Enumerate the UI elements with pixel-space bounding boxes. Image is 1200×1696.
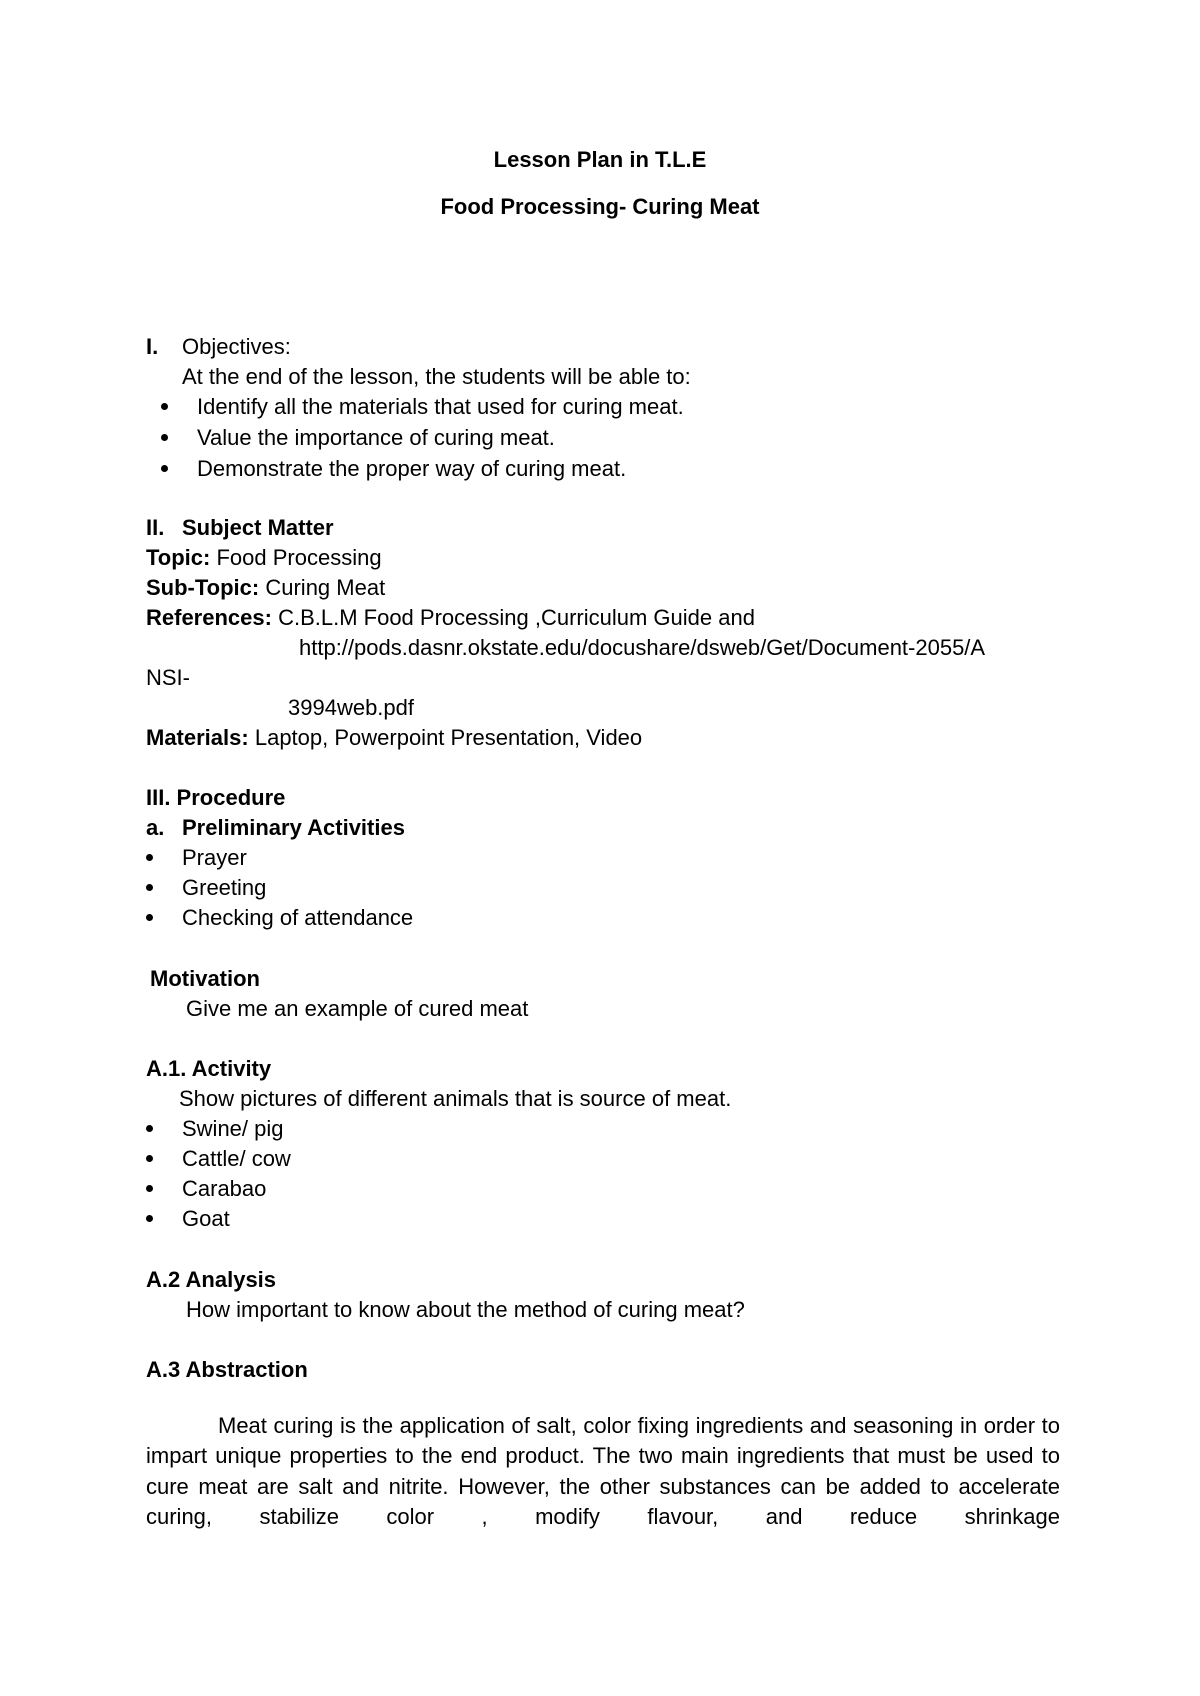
activity-item: Carabao — [182, 1176, 267, 1201]
reference-url-continued: NSI- — [146, 665, 190, 690]
objective-item: Demonstrate the proper way of curing meat. — [197, 456, 627, 481]
subject-matter-numeral: II. — [146, 515, 165, 540]
abstraction-heading: A.3 Abstraction — [146, 1357, 308, 1382]
analysis-heading: A.2 Analysis — [146, 1267, 277, 1292]
activity-item: Swine/ pig — [182, 1116, 284, 1141]
bullet-icon — [161, 465, 168, 472]
activity-item: Goat — [182, 1206, 230, 1231]
activity-item: Cattle/ cow — [182, 1146, 291, 1171]
bullet-icon — [146, 1155, 153, 1162]
objectives-heading: Objectives: — [182, 334, 291, 359]
bullet-icon — [146, 854, 153, 861]
activity-text: Show pictures of different animals that is source of meat. — [179, 1086, 732, 1111]
activity-heading: A.1. Activity — [146, 1056, 272, 1081]
bullet-icon — [146, 884, 153, 891]
objective-item: Identify all the materials that used for curing meat. — [197, 394, 684, 419]
bullet-icon — [146, 1185, 153, 1192]
bullet-icon — [161, 403, 168, 410]
reference-url: http://pods.dasnr.okstate.edu/docushare/dsweb/Get/Document-2055/A — [299, 635, 986, 660]
subject-matter-heading: Subject Matter — [182, 515, 334, 540]
subtopic-label: Sub-Topic: — [146, 575, 260, 600]
analysis-text: How important to know about the method of curing meat? — [186, 1297, 745, 1322]
preliminary-letter: a. — [146, 815, 165, 840]
materials-label: Materials: — [146, 725, 249, 750]
motivation-heading: Motivation — [150, 966, 260, 991]
preliminary-item: Prayer — [182, 845, 247, 870]
reference-url-end: 3994web.pdf — [288, 695, 414, 720]
materials-row — [146, 725, 642, 751]
preliminary-item: Greeting — [182, 875, 267, 900]
materials-value: Laptop, Powerpoint Presentation, Video — [254, 725, 643, 750]
preliminary-item: Checking of attendance — [182, 905, 414, 930]
abstraction-paragraph: Meat curing is the application of salt, color fixing ingredients and seasoning in order to impart unique properties to the end product. The two main ingredients that must be used to cure meat are salt and nitrite. However, the other substances can be added to accelerate curing, stabilize color , modify flavour, and reduce shrinkage — [146, 1413, 1060, 1529]
references-label: References: — [146, 605, 272, 630]
bullet-icon — [146, 1215, 153, 1222]
document-subtitle: Food Processing- Curing Meat — [440, 194, 760, 219]
subtopic-row — [146, 575, 385, 601]
objective-item: Value the importance of curing meat. — [197, 425, 555, 450]
bullet-icon — [146, 914, 153, 921]
topic-label: Topic: — [146, 545, 211, 570]
document-title: Lesson Plan in T.L.E — [493, 147, 707, 172]
references-value: C.B.L.M Food Processing ,Curriculum Guide and — [278, 605, 755, 630]
references-row — [146, 605, 755, 631]
objectives-intro: At the end of the lesson, the students will be able to: — [182, 364, 691, 389]
subtopic-value: Curing Meat — [265, 575, 386, 600]
preliminary-heading: Preliminary Activities — [182, 815, 405, 840]
bullet-icon — [161, 434, 168, 441]
bullet-icon — [146, 1125, 153, 1132]
topic-row — [146, 545, 382, 571]
procedure-heading: III. Procedure — [146, 785, 286, 810]
motivation-text: Give me an example of cured meat — [186, 996, 529, 1021]
objectives-numeral: I. — [146, 334, 159, 359]
topic-value: Food Processing — [216, 545, 382, 570]
